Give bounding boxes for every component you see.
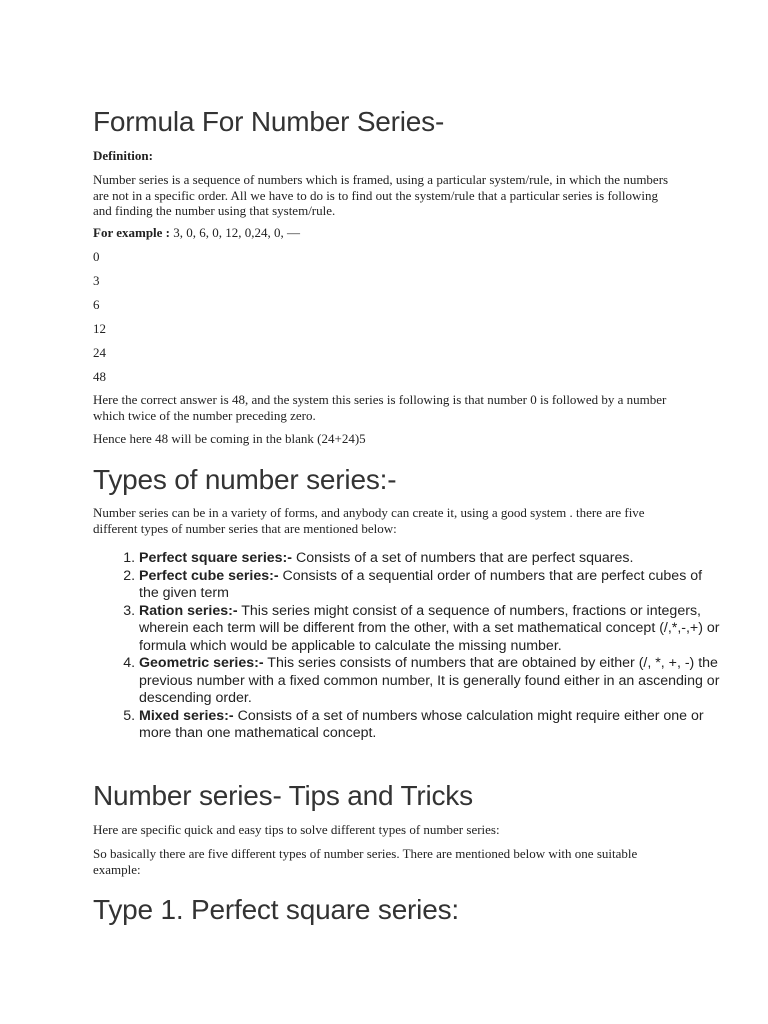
type-desc: This series might consist of a sequence of numbers, fractions or integers, wherein each term will be different from the other, with a set mathematical concept (/,*,-,+) or formula which would be applicable to calculate the missing number. (139, 602, 720, 654)
type-label: Ration series:- (139, 602, 238, 619)
type-label: Mixed series:- (139, 707, 234, 724)
example-label: For example : (93, 225, 171, 240)
type-desc: This series consists of numbers that are obtained by either (/, *, +, -) the previous number with a fixed common number, It is generally found either in an ascending or descending order. (139, 655, 720, 706)
type-label: Perfect square series:- (139, 550, 292, 566)
definition-label-para (93, 148, 678, 164)
list-item (139, 568, 724, 603)
definition-label: Definition: (93, 148, 153, 163)
heading-type1: Type 1. Perfect square series: (93, 894, 459, 925)
example-number: 3 (93, 273, 100, 288)
types-intro: Number series can be in a variety of forms, and anybody can create it, using a good system . there are five different types of number series that are mentioned below: (93, 505, 645, 536)
list-item (139, 655, 724, 708)
type-label: Geometric series:- (139, 655, 264, 671)
example-number: 48 (93, 369, 106, 384)
tips-text: So basically there are five different types of number series. There are mentioned below with one suitable example: (93, 846, 638, 877)
example-number: 6 (93, 297, 100, 312)
heading-types: Types of number series:- (93, 464, 397, 495)
tips-intro: Here are specific quick and easy tips to solve different types of number series: (93, 822, 500, 837)
types-list (93, 550, 724, 743)
heading-tips: Number series- Tips and Tricks (93, 780, 473, 811)
type-desc: Consists of a sequential order of numbers that are perfect cubes of the given term (139, 567, 703, 601)
answer-text: Here the correct answer is 48, and the system this series is following is that number 0 is followed by a number which twice of the number preceding zero. (93, 392, 667, 423)
type-label: Perfect cube series:- (139, 567, 279, 584)
example-number: 0 (93, 249, 100, 264)
hence-text: Hence here 48 will be coming in the blank (24+24)5 (93, 431, 366, 446)
heading-formula: Formula For Number Series- (93, 106, 445, 137)
list-item (139, 708, 724, 743)
list-item (139, 603, 724, 656)
definition-text: Number series is a sequence of numbers which is framed, using a particular system/rule, in which the numbers are not in a specific order. All we have to do is to find out the system/rule that a particular series is following and finding the number using that system/rule. (93, 172, 669, 218)
example-text: 3, 0, 6, 0, 12, 0,24, 0, — (170, 225, 301, 240)
example-number: 12 (93, 321, 106, 336)
type-desc: Consists of a set of numbers that are perfect squares. (292, 550, 634, 566)
list-item (139, 550, 724, 568)
type-desc: Consists of a set of numbers whose calculation might require either one or more than one mathematical concept. (139, 707, 704, 741)
example-number: 24 (93, 345, 106, 360)
example-para (93, 225, 678, 241)
